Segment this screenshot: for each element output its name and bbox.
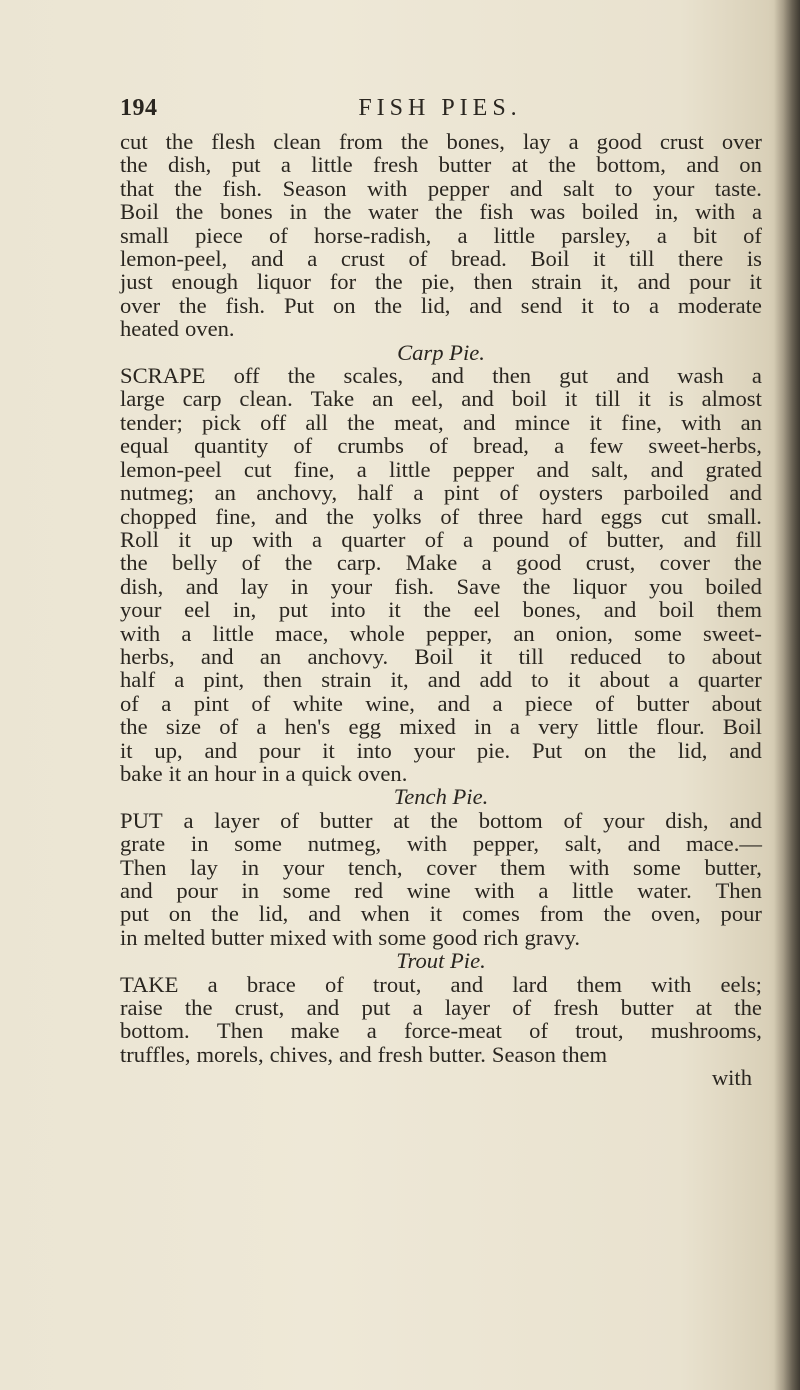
text-line: tender; pick off all the meat, and mince it fine, with an — [120, 409, 762, 435]
text-line: with a little mace, whole pepper, an onion, some sweet- — [120, 620, 762, 646]
text-line: put on the lid, and when it comes from the oven, pour — [120, 901, 762, 927]
page-edge-shadow — [774, 0, 800, 1390]
page-number: 194 — [120, 95, 158, 121]
text-line: just enough liquor for the pie, then strain it, and pour it — [120, 269, 762, 295]
text-line: equal quantity of crumbs of bread, a few sweet-herbs, — [120, 433, 762, 459]
text-line: the dish, put a little fresh butter at the bottom, and on — [120, 152, 762, 178]
text-line: half a pint, then strain it, and add to it about a quarter — [120, 667, 762, 693]
text-line: truffles, morels, chives, and fresh butter. Season them — [120, 1041, 608, 1067]
text-line: PUT a layer of butter at the bottom of your dish, and — [120, 807, 762, 833]
text-line: lemon-peel cut fine, a little pepper and salt, and grated — [120, 456, 762, 482]
text-line: over the fish. Put on the lid, and send it to a moderate — [120, 292, 762, 318]
text-line: Then lay in your tench, cover them with some butter, — [120, 854, 762, 880]
text-line: lemon-peel, and a crust of bread. Boil it till there is — [120, 246, 762, 272]
paragraph — [120, 364, 762, 785]
text-line: nutmeg; an anchovy, half a pint of oysters parboiled and — [120, 480, 762, 506]
text-line: heated oven. — [120, 316, 235, 342]
text-line: raise the crust, and put a layer of fresh butter at the — [120, 995, 762, 1021]
text-line: Roll it up with a quarter of a pound of butter, and fill — [120, 526, 762, 552]
recipe-heading: Tench Pie. — [393, 784, 489, 810]
running-head: FISH PIES. — [358, 95, 522, 121]
text-line: SCRAPE off the scales, and then gut and wash a — [120, 363, 762, 389]
text-line: Boil the bones in the water the fish was boiled in, with a — [120, 199, 762, 225]
text-line: of a pint of white wine, and a piece of butter about — [120, 690, 762, 716]
paragraph — [120, 973, 762, 1067]
catchword: with — [711, 1065, 752, 1091]
text-line: it up, and pour it into your pie. Put on the lid, and — [120, 737, 762, 763]
text-line: your eel in, put into it the eel bones, and boil them — [120, 597, 762, 623]
recipe-heading: Trout Pie. — [396, 948, 486, 974]
text-line: large carp clean. Take an eel, and boil it till it is almost — [120, 386, 762, 412]
text-line: and pour in some red wine with a little water. Then — [120, 878, 762, 903]
text-line: grate in some nutmeg, with pepper, salt, and mace.— — [120, 831, 762, 857]
paragraph — [120, 809, 762, 949]
recipe-heading: Carp Pie. — [397, 339, 485, 365]
text-line: TAKE a brace of trout, and lard them with eels; — [120, 971, 762, 997]
text-line: dish, and lay in your fish. Save the liquor you boiled — [120, 573, 762, 599]
text-line: bottom. Then make a force-meat of trout, mushrooms, — [120, 1018, 762, 1044]
text-line: that the fish. Season with pepper and salt to your taste. — [120, 175, 762, 201]
text-line: cut the flesh clean from the bones, lay a good crust over — [120, 129, 762, 154]
text-line: small piece of horse-radish, a little parsley, a bit of — [120, 222, 762, 248]
body-text — [120, 130, 762, 1090]
text-line: the size of a hen's egg mixed in a very little flour. Boil — [120, 714, 762, 740]
text-line: the belly of the carp. Make a good crust, cover the — [120, 550, 762, 576]
text-line: bake it an hour in a quick oven. — [120, 760, 408, 786]
text-line: chopped fine, and the yolks of three hard eggs cut small. — [120, 503, 762, 529]
text-line: herbs, and an anchovy. Boil it till reduced to about — [120, 643, 762, 669]
text-line: in melted butter mixed with some good rich gravy. — [120, 924, 581, 950]
paragraph — [120, 130, 762, 341]
